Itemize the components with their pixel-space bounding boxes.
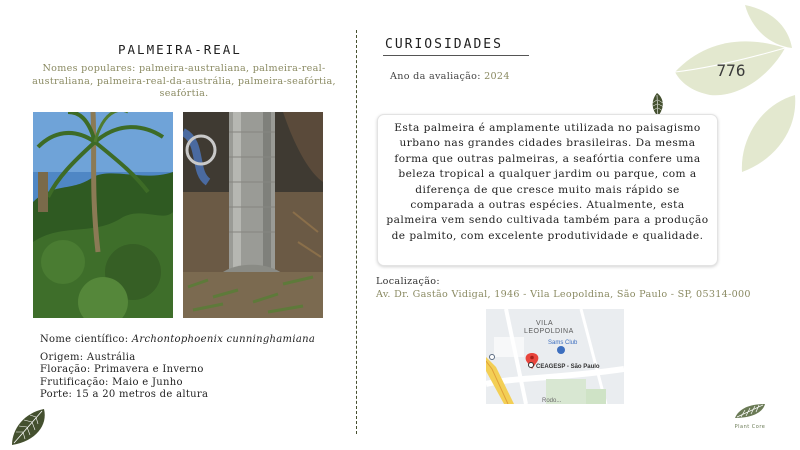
plant-core-logo [730, 402, 770, 430]
plant-photo-canopy [33, 112, 173, 318]
scientific-label: Nome científico: [40, 334, 129, 345]
district-line1: VILA [536, 320, 554, 327]
store-icon [557, 346, 565, 354]
plant-size: Porte: 15 a 20 metros de altura [40, 389, 209, 400]
district-line2: LEOPOLDINA [524, 328, 574, 335]
map-pin-label: CEAGESP - São Paulo [536, 364, 600, 370]
column-divider [356, 30, 357, 434]
curiosities-text: Esta palmeira é amplamente utilizada no paisagismo urbano nas grandes cidades brasileiras. Da mesma forma que outras palmeiras, a seafórtia confere uma beleza tropical a qualquer jardim ou parque, com a diferença de que cresce muito mais rápido se comparada a outras espécies. Atualmente, esta palmeira vem sendo cultivada também para a produção de palmito, com excelente produtividade e qualidade. [386, 122, 709, 242]
plant-title: PALMEIRA-REAL [118, 42, 242, 57]
evaluation-year-value: 2024 [484, 71, 510, 82]
map-street-label: Rodo... [542, 398, 562, 404]
plant-photo-trunk [183, 112, 323, 318]
plant-number-badge: 776 [716, 61, 746, 80]
plant-core-logo-icon [733, 402, 767, 420]
curiosities-text-box [377, 114, 718, 266]
store-label: Sams Club [548, 340, 578, 346]
curiosities-title: CURIOSIDADES [385, 37, 503, 52]
plant-facts [40, 334, 315, 402]
logo-name: Plant Core [734, 424, 766, 430]
evaluation-label: Ano da avaliação: [390, 71, 481, 82]
scientific-name-row [40, 334, 315, 347]
origin: Origem: Austrália [40, 351, 136, 363]
fruiting: Frutificação: Maio e Junho [40, 376, 183, 388]
location-label: Localização: [376, 276, 440, 287]
curiosities-underline [383, 55, 529, 56]
flowering: Floração: Primavera e Inverno [40, 364, 204, 375]
popular-names: Nomes populares: palmeira-australiana, palmeira-real-australiana, palmeira-real-da-austrália, palmeira-seafórtia, seafórtia. [32, 63, 336, 99]
location-map[interactable] [486, 309, 624, 404]
location-address[interactable]: Av. Dr. Gastão Vidigal, 1946 - Vila Leopoldina, São Paulo - SP, 05314-000 [376, 289, 751, 300]
scientific-name: Archontophoenix cunninghamiana [131, 334, 316, 345]
palm-leaf-icon [8, 405, 48, 447]
evaluation-year [390, 71, 510, 82]
